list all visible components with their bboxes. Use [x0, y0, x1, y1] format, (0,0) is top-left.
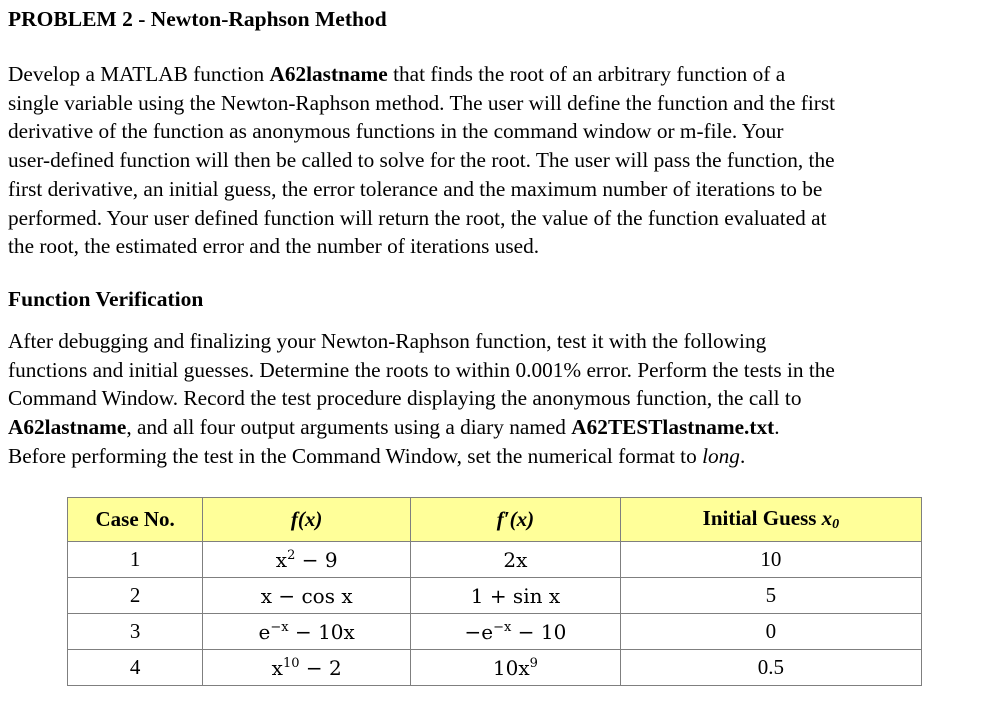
- case-number: 3: [68, 614, 203, 650]
- initial-guess: 0.5: [620, 650, 921, 686]
- function-expression: [203, 542, 411, 578]
- table-row: [68, 650, 922, 686]
- table-header-row: [68, 498, 922, 542]
- fx-exponent: 2: [287, 547, 296, 563]
- intro-line-1: [8, 60, 983, 89]
- dfx-rest: − 10: [511, 619, 567, 644]
- function-expression: [203, 578, 411, 614]
- function-expression: [203, 614, 411, 650]
- verify-text: Before performing the test in the Command Window, set the numerical format to: [8, 443, 703, 468]
- intro-line-5: first derivative, an initial guess, the error tolerance and the maximum number of iterations to be: [8, 176, 823, 201]
- verify-text: .: [739, 443, 746, 468]
- dfx-base: −e: [464, 619, 494, 644]
- verify-line-1: After debugging and finalizing your Newton-Raphson function, test it with the following: [8, 329, 767, 353]
- verify-text: , and all four output arguments using a diary named: [126, 415, 572, 440]
- function-expression: [203, 650, 411, 686]
- fx-rest: − 10x: [288, 619, 355, 644]
- derivative-expression: [411, 578, 621, 614]
- dfx-exponent: −x: [493, 619, 512, 635]
- dfx-exponent: 9: [529, 655, 538, 671]
- verify-line-4: [8, 413, 983, 442]
- diary-filename-bold: A62TESTlastname.txt: [571, 415, 775, 440]
- intro-line-2: single variable using the Newton-Raphson method. The user will define the function and the first: [8, 90, 836, 115]
- case-number: 1: [68, 542, 203, 578]
- verify-line-5: [8, 442, 983, 471]
- dfx-base: 1 + sin x: [470, 583, 561, 608]
- dfx-base: 10x: [492, 655, 530, 680]
- header-dfx: f′(x): [411, 498, 621, 542]
- fx-exponent: 10: [282, 655, 300, 671]
- dfx-base: 2x: [503, 547, 528, 572]
- header-guess-subscript: 0: [832, 517, 840, 532]
- header-guess-symbol: x: [821, 506, 833, 530]
- intro-text: that finds the root of an arbitrary function of a: [387, 62, 786, 86]
- format-long-italic: long: [702, 443, 740, 468]
- verify-line-2: functions and initial guesses. Determine the roots to within 0.001% error. Perform the tests in the: [8, 357, 835, 382]
- header-guess-label: Initial Guess: [702, 506, 822, 530]
- intro-paragraph: [8, 60, 983, 261]
- section-heading: Function Verification: [8, 287, 204, 311]
- fx-exponent: −x: [270, 619, 289, 635]
- table-row: [68, 614, 922, 650]
- verify-text: .: [774, 415, 780, 440]
- derivative-expression: [411, 650, 621, 686]
- fx-base: x: [275, 547, 288, 572]
- initial-guess: 0: [620, 614, 921, 650]
- intro-line-7: the root, the estimated error and the number of iterations used.: [8, 234, 540, 259]
- case-number: 2: [68, 578, 203, 614]
- table-row: [68, 578, 922, 614]
- header-fx: f(x): [203, 498, 411, 542]
- intro-line-3: derivative of the function as anonymous functions in the command window or m-file. Your: [8, 119, 784, 144]
- derivative-expression: [411, 614, 621, 650]
- fx-rest: − 2: [299, 655, 342, 680]
- header-case-no: Case No.: [68, 498, 203, 542]
- problem-title: PROBLEM 2 - Newton-Raphson Method: [8, 7, 387, 31]
- initial-guess: 5: [620, 578, 921, 614]
- fx-base: x − cos x: [260, 583, 353, 608]
- verify-line-3: Command Window. Record the test procedure displaying the anonymous function, the call to: [8, 386, 802, 411]
- fx-rest: − 9: [295, 547, 338, 572]
- header-initial-guess: [620, 498, 921, 542]
- intro-line-6: performed. Your user defined function will return the root, the value of the function evaluated at: [8, 205, 827, 230]
- case-number: 4: [68, 650, 203, 686]
- verification-paragraph: [8, 327, 983, 471]
- initial-guess: 10: [620, 542, 921, 578]
- fx-base: x: [271, 655, 283, 680]
- table-row: [68, 542, 922, 578]
- derivative-expression: [411, 542, 621, 578]
- intro-line-4: user-defined function will then be called to solve for the root. The user will pass the function, the: [8, 148, 835, 173]
- function-name-bold: A62lastname: [8, 415, 127, 440]
- fx-base: e: [258, 619, 271, 644]
- function-name-bold: A62lastname: [269, 62, 388, 86]
- intro-text: Develop a MATLAB function: [8, 62, 270, 86]
- test-cases-table: [67, 497, 922, 686]
